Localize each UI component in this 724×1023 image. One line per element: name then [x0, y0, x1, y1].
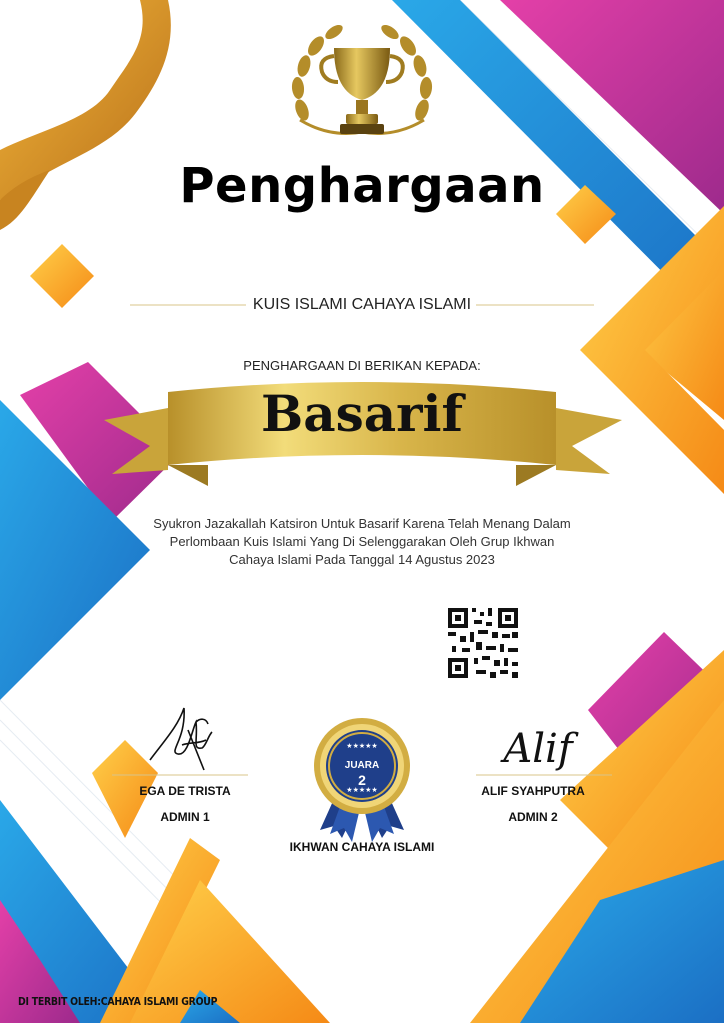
signature-icon	[150, 708, 212, 770]
publisher-text: DI TERBIT OLEH:CAHAYA ISLAMI GROUP	[18, 995, 218, 1008]
signatory-1-role: ADMIN 1	[160, 810, 210, 824]
signatory-2-role: ADMIN 2	[508, 810, 558, 824]
qr-code	[448, 608, 518, 678]
svg-text:★★★★★: ★★★★★	[346, 786, 378, 794]
badge-number: 2	[358, 772, 366, 788]
signatory-1-name: EGA DE TRISTA	[139, 784, 231, 798]
award-message: Syukron Jazakallah Katsiron Untuk Basarif Karena Telah Menang Dalam Perlombaan Kuis Islami Yang Di Selenggarakan Oleh Grup Ikhwan Cahaya Islami Pada Tanggal 14 Agustus 2023	[153, 516, 571, 567]
group-name: IKHWAN CAHAYA ISLAMI	[289, 840, 435, 854]
trophy-icon	[291, 22, 433, 134]
recipient-name: Basarif	[260, 384, 464, 443]
given-to-label: PENGHARGAAN DI BERIKAN KEPADA:	[243, 358, 481, 373]
certificate-title: Penghargaan	[179, 158, 545, 214]
signature-alif: Alif	[503, 726, 573, 772]
svg-text:★★★★★: ★★★★★	[346, 742, 378, 750]
signatory-2-name: ALIF SYAHPUTRA	[481, 784, 585, 798]
badge-label: JUARA	[344, 760, 380, 771]
event-name: KUIS ISLAMI CAHAYA ISLAMI	[252, 296, 472, 313]
